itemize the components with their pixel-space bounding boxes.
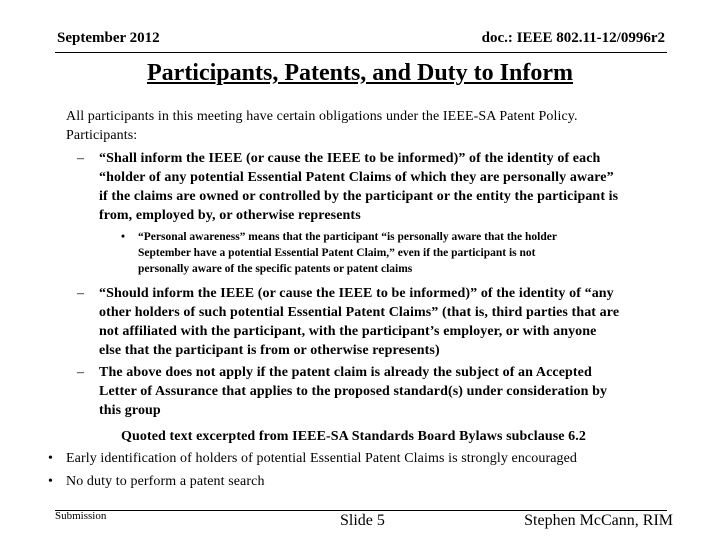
item2-line-4: else that the participant is from or otherwise represents) — [99, 343, 440, 358]
bullet-1-marker: • — [48, 451, 54, 466]
item1-line-4: from, employed by, or otherwise represents — [99, 208, 361, 223]
intro-line-2: Participants: — [66, 128, 138, 143]
item3-line-3: this group — [99, 403, 161, 418]
item3-line-1: The above does not apply if the patent claim is already the subject of an Accepted — [99, 365, 592, 380]
subitem-marker: • — [121, 231, 126, 243]
subitem-line-1: “Personal awareness” means that the participant “is personally aware that the holder — [138, 231, 557, 243]
quote-source-note: Quoted text excerpted from IEEE-SA Standards Board Bylaws subclause 6.2 — [121, 429, 586, 444]
intro-line-1: All participants in this meeting have certain obligations under the IEEE-SA Patent Policy. — [66, 109, 578, 124]
footer-rule — [55, 510, 667, 511]
header-doc-id: doc.: IEEE 802.11-12/0996r2 — [481, 30, 665, 46]
item2-marker: – — [77, 286, 85, 301]
item2-line-3: not affiliated with the participant, with the participant’s employer, or with anyone — [99, 324, 597, 339]
subitem-line-3: personally aware of the specific patents or patent claims — [138, 263, 413, 275]
item3-marker: – — [77, 365, 85, 380]
item1-marker: – — [77, 151, 85, 166]
header-rule — [55, 52, 667, 53]
item3-line-2: Letter of Assurance that applies to the proposed standard(s) under consideration by — [99, 384, 608, 399]
item2-line-2: other holders of such potential Essential Patent Claims” (that is, third parties that are — [99, 305, 620, 320]
footer-slide-number: Slide 5 — [340, 512, 385, 529]
header-date: September 2012 — [57, 30, 160, 46]
bullet-2-text: No duty to perform a patent search — [66, 474, 265, 489]
bullet-1-text: Early identification of holders of potential Essential Patent Claims is strongly encouraged — [66, 451, 578, 466]
item2-line-1: “Should inform the IEEE (or cause the IEEE to be informed)” of the identity of “any — [99, 286, 614, 301]
item1-line-3: if the claims are owned or controlled by the participant or the entity the participant is — [99, 189, 619, 204]
footer-submission: Submission — [55, 510, 107, 522]
footer-author: Stephen McCann, RIM — [524, 512, 673, 529]
bullet-2-marker: • — [48, 474, 54, 489]
item1-line-2: “holder of any potential Essential Patent Claims of which they are personally aware” — [99, 170, 614, 185]
subitem-line-2: September have a potential Essential Patent Claim,” even if the participant is not — [138, 247, 536, 259]
slide-title: Participants, Patents, and Duty to Inform — [147, 60, 573, 86]
item1-line-1: “Shall inform the IEEE (or cause the IEEE to be informed)” of the identity of each — [99, 151, 601, 166]
